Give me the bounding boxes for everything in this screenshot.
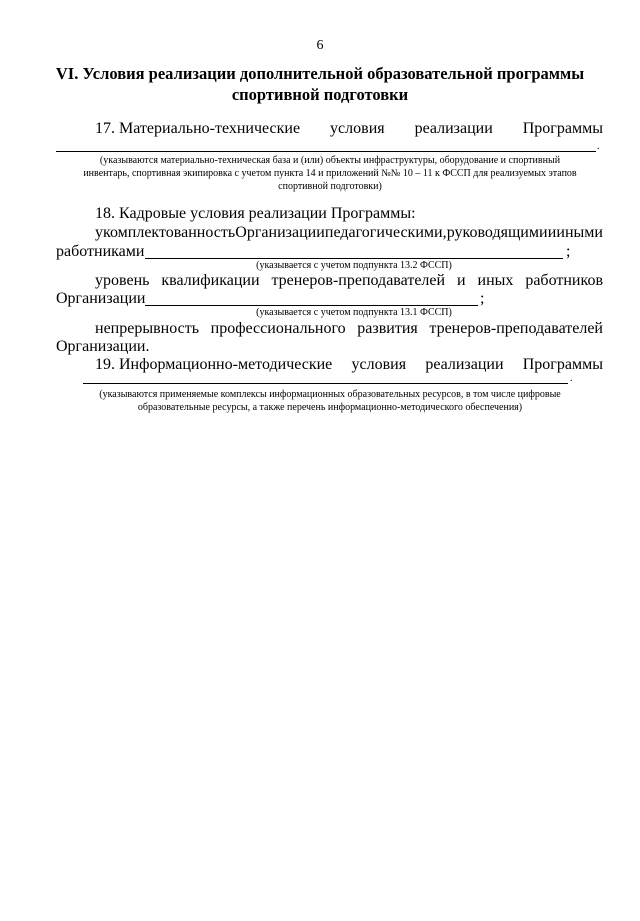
item-17-word: 17. Материально-технические — [95, 120, 301, 137]
staffing-note: (указывается с учетом подпункта 13.2 ФССП) — [256, 260, 452, 271]
qualification-word: иных — [477, 272, 514, 289]
item-18-development-line — [95, 320, 603, 338]
item-17-heading — [95, 120, 603, 138]
item-17-word: Программы — [522, 120, 603, 137]
item-19-word: условия — [351, 356, 407, 373]
item-17-note-line1: (указываются материально-техническая база и (или) объекты инфраструктуры, оборудование и спортивный — [99, 155, 561, 166]
qualification-continuation: Организации — [56, 290, 146, 307]
qualification-word: тренеров-преподавателей — [271, 272, 446, 289]
qualification-semicolon: ; — [480, 290, 485, 307]
staffing-word: и — [547, 224, 557, 241]
qualification-note: (указывается с учетом подпункта 13.1 ФССП) — [256, 307, 452, 318]
staffing-continuation: работниками — [56, 243, 145, 260]
staffing-word: укомплектованность — [95, 224, 236, 241]
qualification-word: квалификации — [161, 272, 260, 289]
item-18-title: 18. Кадровые условия реализации Программы: — [95, 205, 416, 222]
staffing-word: Организации — [235, 224, 325, 241]
item-19-period: . — [570, 373, 573, 384]
section-heading-line1: VI. Условия реализации дополнительной образовательной программы — [55, 64, 585, 83]
development-word: профессионального — [210, 320, 346, 337]
item-19-heading — [95, 356, 603, 374]
page-number: 6 — [316, 38, 324, 53]
staffing-semicolon: ; — [566, 243, 571, 260]
item-17-word: условия — [330, 120, 385, 137]
item-18-qualification-line — [95, 272, 603, 290]
item-19-word: Программы — [522, 356, 603, 373]
staffing-word: иными — [556, 224, 603, 241]
development-word: непрерывность — [95, 320, 199, 337]
development-word: развития — [357, 320, 418, 337]
staffing-word: педагогическими, — [324, 224, 447, 241]
section-heading-line2: спортивной подготовки — [231, 85, 409, 104]
qualification-word: и — [457, 272, 466, 289]
item-19-note-line1: (указываются применяемые комплексы информационных образовательных ресурсов, в том числе цифровые — [99, 389, 561, 400]
item-18-staffing-line — [95, 224, 603, 242]
item-17-note-line2: инвентарь, спортивная экипировка с учетом пункта 14 и приложений №№ 10 – 11 к ФССП для реализуемых этапов — [83, 168, 577, 179]
item-17-note-line3: спортивной подготовки) — [278, 181, 382, 192]
development-word: тренеров-преподавателей — [429, 320, 603, 337]
item-19-fill-line — [83, 383, 568, 384]
item-17-fill-line — [56, 151, 596, 152]
item-19-word: 19. Информационно-методические — [95, 356, 333, 373]
item-17-period: . — [597, 141, 600, 152]
item-19-note-line2: образовательные ресурсы, а также перечень информационно-методического обеспечения) — [137, 402, 523, 413]
qualification-word: работников — [525, 272, 603, 289]
item-17-word: реализации — [414, 120, 493, 137]
development-continuation: Организации. — [56, 338, 150, 355]
staffing-word: руководящими — [446, 224, 548, 241]
qualification-word: уровень — [95, 272, 150, 289]
item-19-word: реализации — [425, 356, 504, 373]
